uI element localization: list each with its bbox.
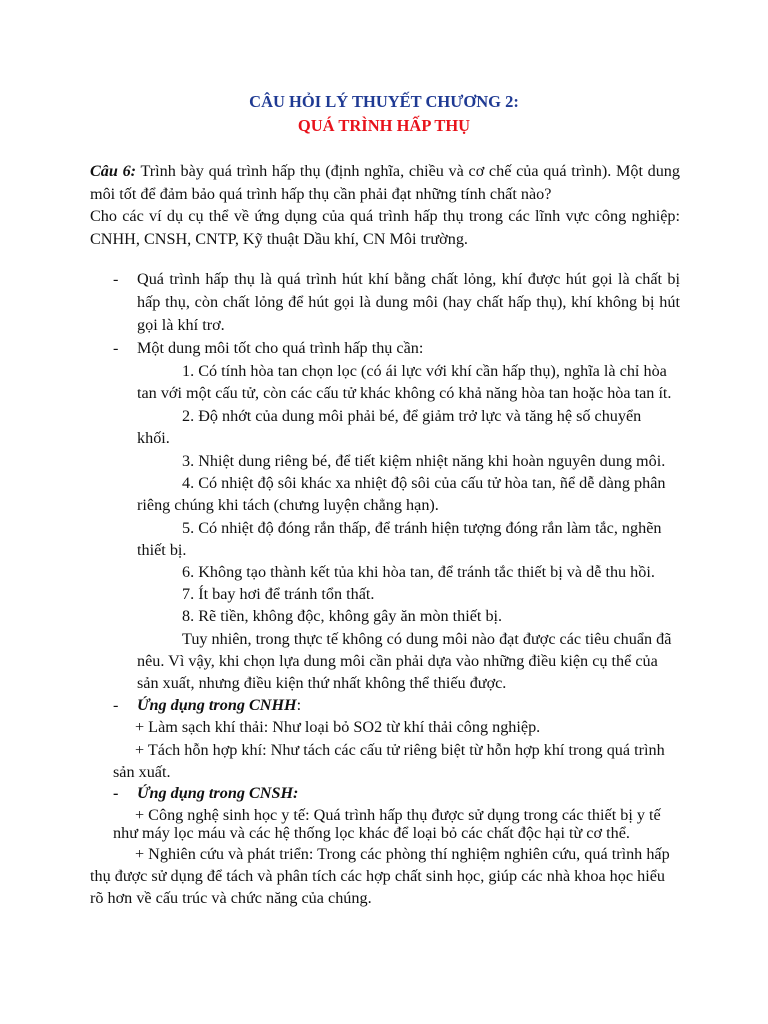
question-text: Trình bày quá trình hấp thụ (định nghĩa, chiều và cơ chế của quá trình). Một dung môi tốt để đảm bảo quá trình hấp thụ cần phải đạt những tính chất nào? — [90, 162, 680, 203]
property-line: 7. Ít bay hơi để tránh tổn thất. — [182, 585, 375, 603]
property-line: 4. Có nhiệt độ sôi khác xa nhiệt độ sôi của cấu tử hòa tan, ñể dễ dàng phân — [182, 474, 666, 492]
definition-paragraph: Quá trình hấp thụ là quá trình hút khí bằng chất lỏng, khí được hút gọi là chất bị hấp thụ, còn chất lỏng để hút gọi là dung môi (hay chất hấp thụ), khí không bị hút gọi là khí trơ. — [137, 270, 680, 334]
solvent-intro: Một dung môi tốt cho quá trình hấp thụ cần: — [137, 339, 424, 357]
however-line: nêu. Vì vậy, khi chọn lựa dung môi cần phải dựa vào những điều kiện cụ thể của — [137, 652, 658, 670]
property-line: 1. Có tính hòa tan chọn lọc (có ái lực với khí cần hấp thụ), nghĩa là chỉ hòa — [182, 362, 667, 380]
cnhh-item: + Tách hỗn hợp khí: Như tách các cấu tử riêng biệt từ hỗn hợp khí trong quá trình — [135, 741, 665, 759]
however-line: sản xuất, nhưng điều kiện thứ nhất không thể thiếu được. — [137, 674, 507, 692]
property-line: 3. Nhiệt dung riêng bé, để tiết kiệm nhiệt năng khi hoàn nguyên dung môi. — [182, 452, 666, 470]
cnsh-item: + Nghiên cứu và phát triển: Trong các phòng thí nghiệm nghiên cứu, quá trình hấp — [135, 845, 670, 863]
cnhh-item: + Làm sạch khí thải: Như loại bỏ SO2 từ khí thải công nghiệp. — [135, 718, 541, 736]
bullet-dash: - — [113, 270, 119, 288]
property-line: khối. — [137, 429, 170, 447]
question-examples: Cho các ví dụ cụ thể về ứng dụng của quá trình hấp thụ trong các lĩnh vực công nghiệp: CNHH, CNSH, CNTP, Kỹ thuật Dầu khí, CN Môi trường. — [90, 207, 680, 248]
property-line: riêng chúng khi tách (chưng luyện chẳng hạn). — [137, 496, 439, 514]
cnsh-item: như máy lọc máu và các hệ thống lọc khác để loại bỏ các chất độc hại từ cơ thể. — [113, 824, 630, 842]
cnsh-item: rõ hơn về cấu trúc và chức năng của chúng. — [90, 889, 372, 907]
bullet-dash: - — [113, 339, 119, 357]
question-paragraph — [90, 160, 680, 205]
however-line: Tuy nhiên, trong thực tế không có dung môi nào đạt được các tiêu chuẩn đã — [182, 630, 672, 648]
chapter-title: CÂU HỎI LÝ THUYẾT CHƯƠNG 2: — [249, 92, 519, 111]
property-line: 6. Không tạo thành kết tủa khi hòa tan, để tránh tắc thiết bị và dễ thu hồi. — [182, 563, 655, 581]
property-line: 2. Độ nhớt của dung môi phải bé, để giảm trở lực và tăng hệ số chuyển — [182, 407, 642, 425]
property-line: 5. Có nhiệt độ đóng rắn thấp, để tránh hiện tượng đóng rắn làm tắc, nghẽn — [182, 519, 662, 537]
bullet-dash: - — [113, 696, 119, 714]
question-label: Câu 6: — [90, 162, 137, 180]
cnsh-item: thụ được sử dụng để tách và phân tích các hợp chất sinh học, giúp các nhà khoa học hiểu — [90, 867, 665, 885]
property-line: 8. Rẽ tiền, không độc, không gây ăn mòn thiết bị. — [182, 607, 503, 625]
cnhh-item: sản xuất. — [113, 763, 171, 781]
cnsh-item: + Công nghệ sinh học y tế: Quá trình hấp thụ được sử dụng trong các thiết bị y tế — [135, 806, 661, 824]
property-line: tan với một cấu tử, còn các cấu tử khác không có khả năng hòa tan hoặc hòa tan ít. — [137, 384, 672, 402]
bullet-dash: - — [113, 784, 119, 802]
cnsh-heading: Ứng dụng trong CNSH: — [137, 784, 299, 802]
chapter-subtitle: QUÁ TRÌNH HẤP THỤ — [297, 116, 471, 135]
property-line: thiết bị. — [137, 541, 187, 559]
cnhh-heading: Ứng dụng trong CNHH: — [137, 696, 302, 714]
